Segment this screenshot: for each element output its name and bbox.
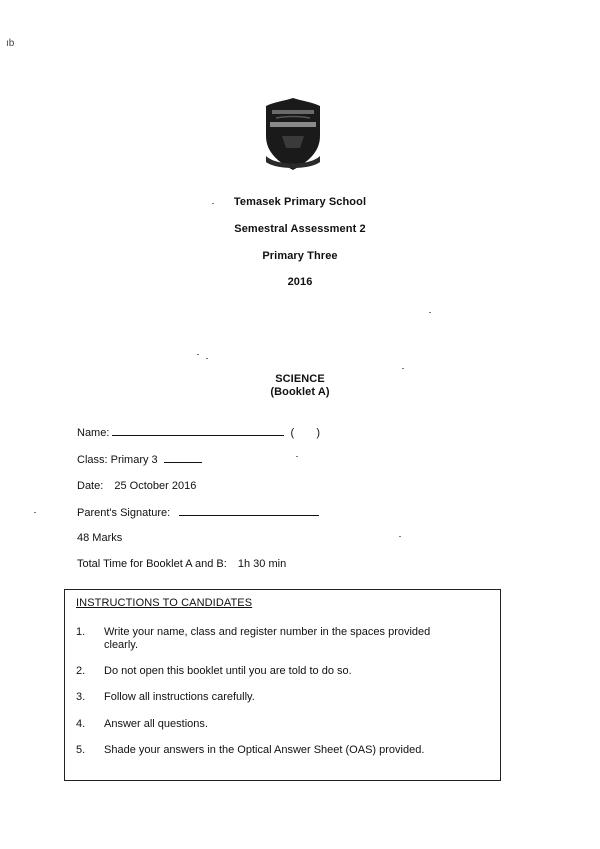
class-line[interactable] bbox=[164, 453, 202, 463]
assessment-title: Semestral Assessment 2 bbox=[234, 223, 366, 235]
name-line[interactable] bbox=[112, 426, 284, 436]
instruction-text: Do not open this booklet until you are told to do so. bbox=[104, 665, 352, 677]
school-crest-logo bbox=[262, 96, 324, 172]
signature-label: Parent's Signature: bbox=[77, 507, 171, 519]
scan-speck bbox=[429, 312, 431, 313]
scan-speck bbox=[206, 358, 208, 359]
instructions-title: INSTRUCTIONS TO CANDIDATES bbox=[76, 597, 253, 609]
subject-name: SCIENCE bbox=[275, 373, 325, 385]
level-title: Primary Three bbox=[262, 250, 338, 262]
school-name: Temasek Primary School bbox=[233, 196, 367, 208]
date-field bbox=[77, 480, 196, 492]
time-value: 1h 30 min bbox=[237, 558, 287, 570]
signature-field bbox=[77, 506, 319, 519]
register-paren-open: ( bbox=[290, 427, 295, 439]
class-field bbox=[77, 453, 202, 466]
signature-line[interactable] bbox=[179, 506, 319, 516]
scan-speck bbox=[197, 354, 199, 355]
scan-speck bbox=[399, 536, 401, 537]
booklet-label: (Booklet A) bbox=[270, 386, 330, 398]
marks-label: 48 Marks bbox=[77, 532, 123, 544]
class-label: Class: Primary 3 bbox=[77, 454, 158, 466]
instruction-number: 3. bbox=[76, 691, 86, 703]
time-label: Total Time for Booklet A and B: bbox=[77, 558, 227, 570]
instruction-text: Follow all instructions carefully. bbox=[104, 691, 255, 703]
scan-speck bbox=[402, 368, 404, 369]
instruction-number: 2. bbox=[76, 665, 86, 677]
scan-speck bbox=[34, 512, 36, 513]
instruction-text: Answer all questions. bbox=[104, 718, 208, 730]
instruction-number: 4. bbox=[76, 718, 86, 730]
year-title: 2016 bbox=[287, 276, 313, 288]
instruction-text: Shade your answers in the Optical Answer Sheet (OAS) provided. bbox=[104, 744, 425, 756]
instruction-number: 1. bbox=[76, 626, 86, 638]
scan-speck bbox=[212, 203, 214, 204]
instruction-number: 5. bbox=[76, 744, 86, 756]
instructions-box bbox=[64, 589, 501, 781]
margin-mark: ıb bbox=[6, 38, 15, 49]
instruction-text: Write your name, class and register number in the spaces provided clearly. bbox=[104, 626, 431, 651]
time-field bbox=[77, 558, 286, 570]
date-value: 25 October 2016 bbox=[114, 480, 197, 492]
register-paren-close: ) bbox=[316, 427, 320, 439]
date-label: Date: bbox=[77, 480, 104, 492]
name-label: Name: bbox=[77, 427, 110, 439]
name-field bbox=[77, 426, 320, 439]
scan-speck bbox=[296, 456, 298, 457]
